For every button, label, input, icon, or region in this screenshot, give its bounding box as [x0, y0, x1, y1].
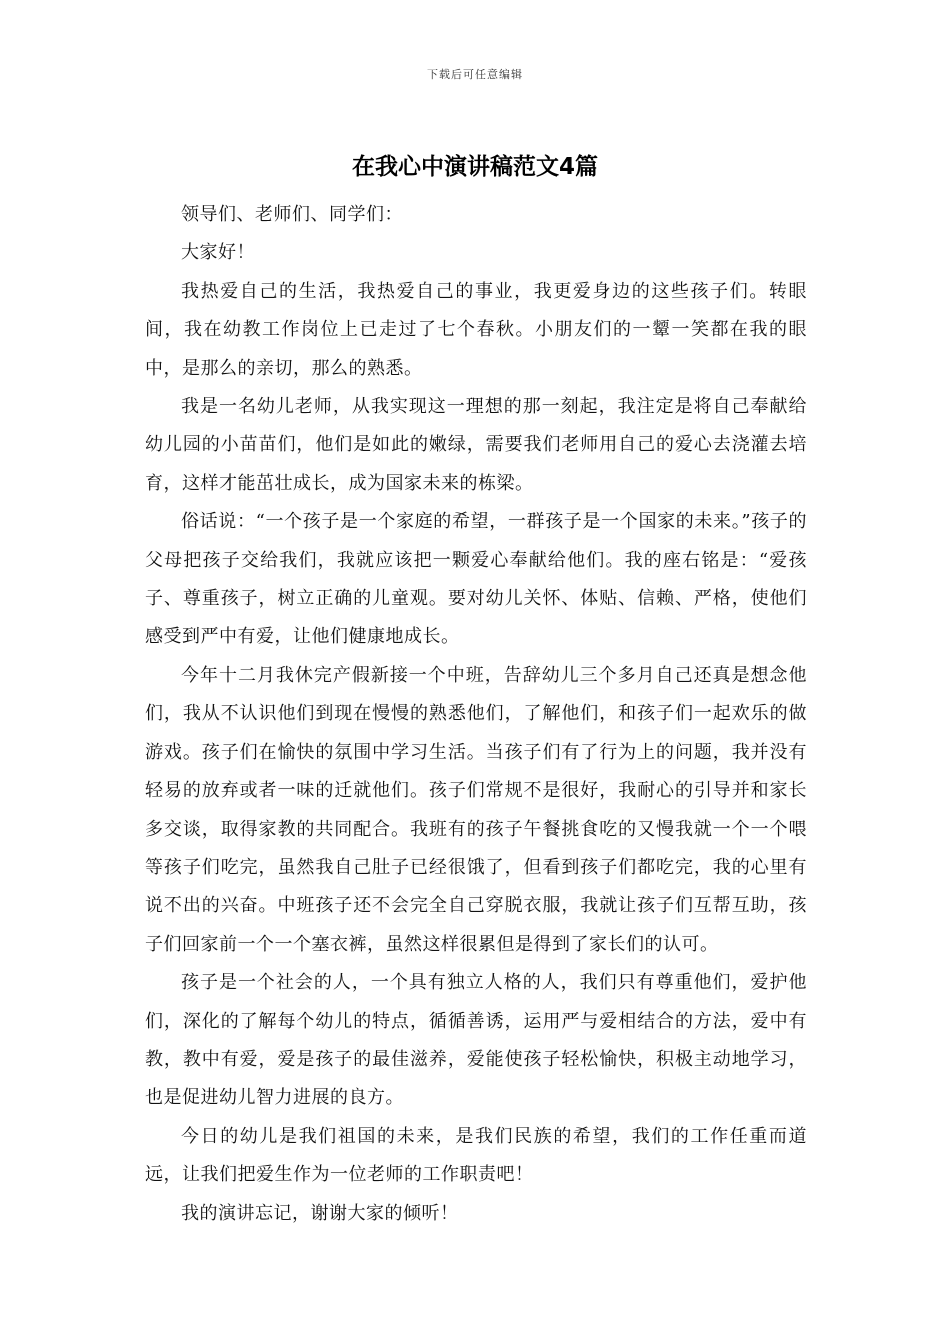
- closing-paragraph: 我的演讲忘记，谢谢大家的倾听！: [181, 1202, 459, 1224]
- body-paragraph: 俗话说：“一个孩子是一个家庭的希望，一群孩子是一个国家的未来。”孩子的父母把孩子交给我们，我就应该把一颗爱心奉献给他们。我的座右铭是：“爱孩子、尊重孩子，树立正确的儿童观。要对幼儿关怀、体贴、信赖、严格，使他们感受到严中有爱，让他们健康地成长。: [145, 511, 807, 648]
- body-paragraph: 今年十二月我休完产假新接一个中班，告辞幼儿三个多月自己还真是想念他们，我从不认识他们到现在慢慢的熟悉他们，了解他们，和孩子们一起欢乐的做游戏。孩子们在愉快的氛围中学习生活。当孩子们有了行为上的问题，我并没有轻易的放弃或者一味的迁就他们。孩子们常规不是很好，我耐心的引导并和家长多交谈，取得家教的共同配合。我班有的孩子午餐挑食吃的又慢我就一个一个喂等孩子们吃完，虽然我自己肚子已经很饿了，但看到孩子们都吃完，我的心里有说不出的兴奋。中班孩子还不会完全自己穿脱衣服，我就让孩子们互帮互助，孩子们回家前一个一个塞衣裤，虽然这样很累但是得到了家长们的认可。: [145, 664, 807, 955]
- document-body: [145, 196, 807, 1233]
- body-paragraph: 我热爱自己的生活，我热爱自己的事业，我更爱身边的这些孩子们。转眼间，我在幼教工作岗位上已走过了七个春秋。小朋友们的一颦一笑都在我的眼中，是那么的亲切，那么的熟悉。: [145, 280, 807, 379]
- greeting: 大家好！: [181, 242, 255, 264]
- header-note: 下载后可任意编辑: [427, 68, 523, 81]
- document-title: 在我心中演讲稿范文4篇: [351, 154, 598, 180]
- body-paragraph: 孩子是一个社会的人，一个具有独立人格的人，我们只有尊重他们，爱护他们，深化的了解每个幼儿的特点，循循善诱，运用严与爱相结合的方法，爱中有教，教中有爱，爱是孩子的最佳滋养，爱能使孩子轻松愉快，积极主动地学习，也是促进幼儿智力进展的良方。: [145, 972, 807, 1109]
- body-paragraph: 今日的幼儿是我们祖国的未来，是我们民族的希望，我们的工作任重而道远，让我们把爱生作为一位老师的工作职责吧！: [145, 1125, 807, 1186]
- salutation: 领导们、老师们、同学们：: [181, 204, 403, 225]
- body-paragraph: 我是一名幼儿老师，从我实现这一理想的那一刻起，我注定是将自己奉献给幼儿园的小苗苗们，他们是如此的嫩绿，需要我们老师用自己的爱心去浇灌去培育，这样才能茁壮成长，成为国家未来的栋梁。: [145, 396, 807, 494]
